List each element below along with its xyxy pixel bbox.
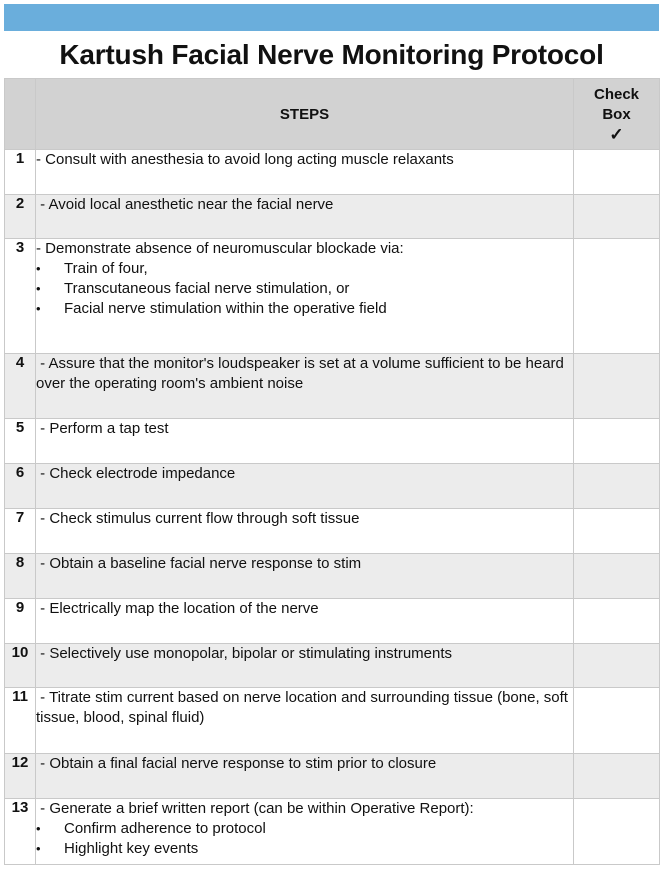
step-number: 3 bbox=[5, 239, 36, 354]
bullet-list bbox=[36, 819, 573, 859]
step-number: 8 bbox=[5, 554, 36, 599]
number-column-header bbox=[5, 79, 36, 150]
top-banner bbox=[4, 4, 659, 31]
check-box-cell[interactable] bbox=[574, 754, 660, 799]
bullet-item: • Facial nerve stimulation within the operative field bbox=[36, 299, 573, 319]
bullet-item: • Confirm adherence to protocol bbox=[36, 819, 573, 839]
step-text: - Electrically map the location of the nerve bbox=[36, 600, 319, 617]
step-number: 5 bbox=[5, 419, 36, 464]
step-cell bbox=[36, 799, 574, 865]
step-cell bbox=[36, 754, 574, 799]
check-header-line2: Box bbox=[602, 105, 631, 123]
step-text: - Selectively use monopolar, bipolar or stimulating instruments bbox=[36, 645, 453, 662]
table-row bbox=[5, 754, 660, 799]
check-box-cell[interactable] bbox=[574, 419, 660, 464]
step-number: 12 bbox=[5, 754, 36, 799]
step-text: - Perform a tap test bbox=[36, 420, 169, 437]
check-box-cell[interactable] bbox=[574, 150, 660, 195]
table-row bbox=[5, 688, 660, 754]
check-box-cell[interactable] bbox=[574, 195, 660, 239]
table-row bbox=[5, 419, 660, 464]
table-row bbox=[5, 195, 660, 239]
check-box-cell[interactable] bbox=[574, 509, 660, 554]
bullet-item: • Train of four, bbox=[36, 259, 573, 279]
step-text: - Check stimulus current flow through soft tissue bbox=[36, 510, 360, 527]
step-number: 9 bbox=[5, 599, 36, 644]
table-row bbox=[5, 799, 660, 865]
bullet-item: • Highlight key events bbox=[36, 839, 573, 859]
step-number: 11 bbox=[5, 688, 36, 754]
check-box-column-header bbox=[574, 79, 660, 150]
bullet-item: • Transcutaneous facial nerve stimulation, or bbox=[36, 279, 573, 299]
check-box-cell[interactable] bbox=[574, 644, 660, 688]
check-header-line1: Check bbox=[593, 85, 640, 103]
step-cell bbox=[36, 150, 574, 195]
step-text: - Titrate stim current based on nerve location and surrounding tissue (bone, soft tissue, blood, spinal fluid) bbox=[36, 689, 573, 726]
checkmark-icon: ✓ bbox=[609, 124, 624, 144]
step-text: - Check electrode impedance bbox=[36, 465, 236, 482]
table-row bbox=[5, 354, 660, 419]
step-text: - Avoid local anesthetic near the facial nerve bbox=[36, 196, 334, 213]
step-cell bbox=[36, 509, 574, 554]
step-number: 13 bbox=[5, 799, 36, 865]
check-box-cell[interactable] bbox=[574, 464, 660, 509]
check-box-cell[interactable] bbox=[574, 688, 660, 754]
step-number: 1 bbox=[5, 150, 36, 195]
step-text: - Generate a brief written report (can be within Operative Report): bbox=[36, 800, 474, 817]
table-row bbox=[5, 239, 660, 354]
step-cell bbox=[36, 419, 574, 464]
table-row bbox=[5, 509, 660, 554]
step-number: 10 bbox=[5, 644, 36, 688]
check-box-cell[interactable] bbox=[574, 239, 660, 354]
step-cell bbox=[36, 195, 574, 239]
bullet-list bbox=[36, 259, 573, 319]
step-number: 6 bbox=[5, 464, 36, 509]
table-row bbox=[5, 599, 660, 644]
step-text: - Assure that the monitor's loudspeaker is set at a volume sufficient to be heard over the operating room's ambient noise bbox=[36, 355, 569, 392]
step-text: - Demonstrate absence of neuromuscular blockade via: bbox=[36, 240, 404, 257]
check-box-cell[interactable] bbox=[574, 599, 660, 644]
table-row bbox=[5, 644, 660, 688]
step-cell bbox=[36, 554, 574, 599]
step-text: - Obtain a final facial nerve response to stim prior to closure bbox=[36, 755, 437, 772]
steps-column-header: STEPS bbox=[36, 79, 574, 150]
step-cell bbox=[36, 599, 574, 644]
step-number: 2 bbox=[5, 195, 36, 239]
step-number: 7 bbox=[5, 509, 36, 554]
table-row bbox=[5, 150, 660, 195]
step-text: - Obtain a baseline facial nerve response to stim bbox=[36, 555, 362, 572]
check-box-cell[interactable] bbox=[574, 799, 660, 865]
page-title: Kartush Facial Nerve Monitoring Protocol bbox=[59, 39, 604, 70]
step-cell bbox=[36, 644, 574, 688]
table-row bbox=[5, 554, 660, 599]
table-header-row bbox=[5, 79, 660, 150]
step-number: 4 bbox=[5, 354, 36, 419]
step-text: - Consult with anesthesia to avoid long acting muscle relaxants bbox=[36, 151, 454, 168]
step-cell bbox=[36, 239, 574, 354]
step-cell bbox=[36, 464, 574, 509]
step-cell bbox=[36, 688, 574, 754]
protocol-table bbox=[4, 78, 660, 865]
step-cell bbox=[36, 354, 574, 419]
check-box-cell[interactable] bbox=[574, 554, 660, 599]
check-box-cell[interactable] bbox=[574, 354, 660, 419]
table-row bbox=[5, 464, 660, 509]
